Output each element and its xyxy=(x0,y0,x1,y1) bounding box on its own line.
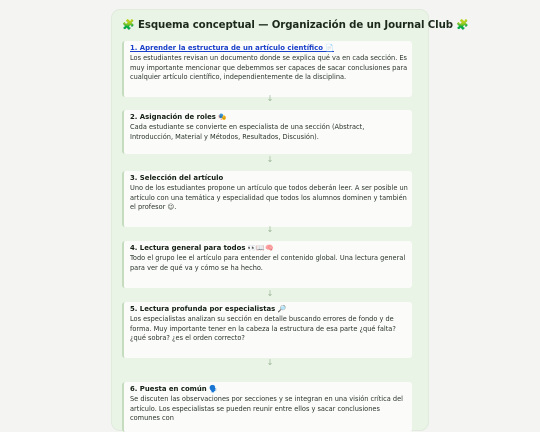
arrow-down-icon: ↓ xyxy=(266,94,274,103)
step-heading: 2. Asignación de roles 🎭 xyxy=(130,113,227,121)
step-card-3 xyxy=(122,171,412,227)
step-heading: 5. Lectura profunda por especialistas 🔎 xyxy=(130,305,287,313)
step-heading: 6. Puesta en común 🗣️ xyxy=(130,385,218,393)
step-heading: 4. Lectura general para todos 👀📖🧠 xyxy=(130,244,274,252)
arrow-down-icon: ↓ xyxy=(266,289,274,298)
step-heading: 3. Selección del artículo xyxy=(130,174,224,182)
step-text: Se discuten las observaciones por secciones y se integran en una visión crítica del artículo. Los especialistas se pueden reunir entre ellos y sacar conclusiones comunes con xyxy=(130,395,403,423)
step-card-4 xyxy=(122,241,412,288)
page-title: 🧩 Esquema conceptual — Organización de un Journal Club 🧩 xyxy=(122,20,469,31)
arrow-down-icon: ↓ xyxy=(266,225,274,234)
step-card-6 xyxy=(122,382,412,432)
concept-map-panel xyxy=(112,10,469,430)
step-text: Todo el grupo lee el artículo para entender el contenido global. Una lectura general para ver de qué va y cómo se ha hecho. xyxy=(130,254,406,272)
arrow-down-icon: ↓ xyxy=(266,155,274,164)
arrow-down-icon: ↓ xyxy=(266,358,274,367)
step-card-5 xyxy=(122,302,412,358)
step-text: Cada estudiante se convierte en especialista de una sección (Abstract, Introducción, Material y Métodos, Resultados, Discusión). xyxy=(130,123,365,141)
step-card-2 xyxy=(122,110,412,154)
step-card-1 xyxy=(122,41,412,97)
step-text: Los estudiantes revisan un documento donde se explica qué va en cada sección. Es muy importante mencionar que debemmos ser capaces de sacar conclusiones para cualquier artículo científico, independientemente de la disciplina. xyxy=(130,54,408,82)
step-text: Uno de los estudiantes propone un artículo que todos deberán leer. A ser posible un artículo con una temática y especialidad que todos los alumnos dominen y también el profesor 😉. xyxy=(130,184,408,212)
step-heading-link[interactable]: 1. Aprender la estructura de un artículo científico 📄 xyxy=(130,44,334,52)
step-text: Los especialistas analizan su sección en detalle buscando errores de fondo y de forma. Muy importante tener en la cabeza la estructura de esa parte ¿qué falta? ¿qué sobra? ¿es el orden correcto? xyxy=(130,315,396,343)
